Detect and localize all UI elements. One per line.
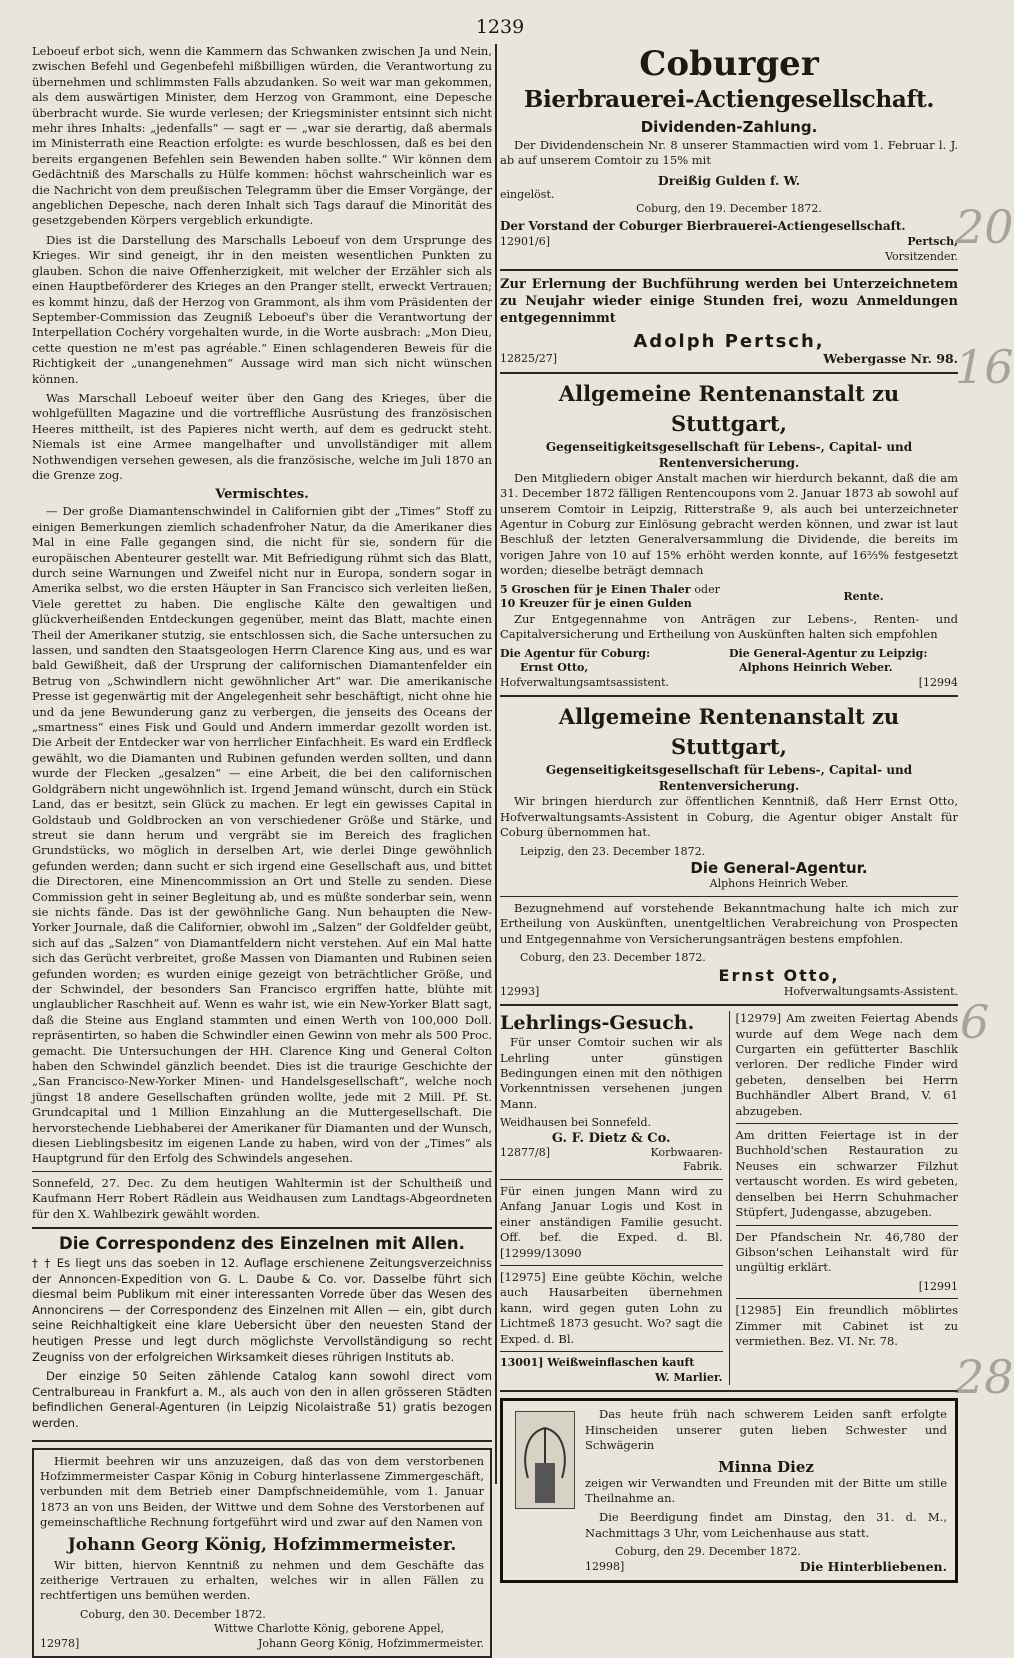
rate-block [500,583,958,612]
ad-number: 12993] [500,984,540,998]
ad-text: [12979] Am zweiten Feiertag Abends wurde auf dem Wege nach dem Curgarten ein gefütterter Baschlik verloren. Der redliche Finder wird gebeten, denselben bei Herrn Buchhändler Albert Brand, V. 61 abzugeben. [735,1011,958,1118]
ad-footer [500,235,958,264]
page-number: 1239 [475,16,525,38]
divider [736,1298,959,1299]
pencil-mark: 20 [955,200,1014,254]
ad-number: 12825/27] [500,352,557,366]
agent-left-name: Ernst Otto, [520,661,589,675]
ad-heading: Dividenden-Zahlung. [640,118,818,136]
ad-number: 12998] [585,1559,625,1573]
ad-firm: G. F. Dietz & Co. [551,1130,671,1146]
article-paragraph: Leboeuf erbot sich, wenn die Kammern das Schwanken zwischen Ja und Nein, zwischen Befehl und Gegenbefehl mißbilligen würden, die Verantwortung zu übernehmen und schlimmsten Falls abzudanken. So weit war man gekommen, als dem auswärtigen Minister, dem Herzog von Grammont, eine Depesche überbracht wurde. Sie wurde verlesen; der Kriegsminister entsinnt sich nicht mehr ihres Inhalts: „jedenfalls“ — sagt er — „war sie derartig, daß abermals im Ministerrath eine Reaction erfolgte: es wurde beschlossen, daß es bei den bereits ergangenen Befehlen sein Bewenden haben sollte.“ Wir können dem Gedächtniß des Marschalls zu Hülfe kommen: höchst wahrscheinlich war es die Nachricht von dem preußischen Telegramm über die Emser Vorgänge, der angeblichen Depesche, nach deren Inhalt sich Tags darauf die Minorität des gesetzgebenden Körpers vergeblich erkundigte. [32,44,492,228]
agent-row [500,676,958,691]
divider [500,1265,723,1266]
article-paragraph: — Der große Diamantenschwindel in Californien gibt der „Times“ Stoff zu einigen Bemerkungen ziemlich schadenfroher Natur, da die Amerikaner dies Mal in eine Falle gegangen sind, die nicht für sie, sondern für die europäischen Abenteurer gestellt war. Mit Befriedigung rühmt sich das Blatt, durch seine Warnungen und Zweifel nicht nur in Europa, sondern sogar in Amerika selbst, wo die ersten Häupter in San Francisco sich verleiten ließen, Viele gerettet zu haben. Die englische Kälte den gewaltigen und glückverheißenden Entdeckungen gegenüber, meint das Blatt, machte einen Theil der Amerikaner stutzig, sie entschlossen sich, die Sache untersuchen zu lassen, und sandten den Staatsgeologen Herrn Clarence King aus, und es war bald Gewißheit, daß der Ursprung der californischen Diamantenfelder ein Betrug von „Schwindlern nicht gewöhnlicher Art“ war. Die amerikanische Presse ist gegenwärtig mit der Angelegenheit sehr beschäftigt, nicht ohne hie und da jene Bewunderung ganz zu verbergen, die jenseits des Oceans der „smartness“ eines Fisk und Gould und Andern immerdar gezollt worden ist. Die Arbeit der Entdecker war von herrlicher Einfachheit. Es ward ein Erdfleck gewählt, wo die Diamanten und Rubinen gefunden werden sollten, und dann wurde der Flecken „gesalzen“ — eine Arbeit, die bei den californischen Goldgräbern nicht ungewöhnlich ist. Irgend Jemand wünscht, durch ein Stück Land, das er besitzt, sein Glück zu machen. Er legt ein gewisses Capital in Goldstaub und Goldbrocken an von verschiedener Größe und Stärke, und streut sie dann herum und vergräbt sie im Bereich des fraglichen Grundstücks, wo möglich in derselben Art, wie derlei Dinge gewöhnlich gefunden werden; dann sucht er sich irgend eine Gesellschaft aus, und bittet die Directoren, eine Minencommission an Ort und Stelle zu senden. Diese Commission geht in seiner Begleitung ab, und es müßte sonderbar sein, wenn sie nichts fände. Das ist der gewöhnliche Gang. Nun behaupten die New-Yorker Journale, daß die Californier, obwohl im „Salzen“ der Goldfelder geübt, sich auf das „Salzen“ von Diamantfeldern nicht verstehen. Auf ein Mal hatte sich das Gerücht verbreitet, große Massen von Diamanten und Rubinen seien gefunden worden; es wurden einige gezeigt von beträchtlicher Größe, und der Schwindel, der besonders San Francisco ergriffen hatte, blühte mit unglaublicher Raschheit auf. Wenn es wahr ist, wie ein New-Yorker Blatt sagt, daß die Steine aus England stammten und einen Werth von 100,000 Doll. repräsentirten, so haben die Schwindler einen Gewinn von mehr als 500 Proc. gemacht. Die Untersuchungen der HH. Clarence King und General Colton haben den Schwindel gänzlich beendet. Dies ist die traurige Geschichte der „San Francisco-New-Yorker Minen- und Handelsgesellschaft“, welche noch jüngst 18 andere Gesellschaften gründen wollte, jede mit 2 Mill. Pf. St. Grundcapital und 1 Million Einzahlung an die Muttergesellschaft. Die hervorstechende Liebhaberei der Amerikaner für Diamanten und der Wunsch, diesen Lieblingsbesitz im eigenen Lande zu haben, wird von der „Times“ als Hauptgrund für den Erfolg des Schwindels angesehen. [32,504,492,1166]
ad-text: [12985] Ein freundlich möblirtes Zimmer mit Cabinet ist zu vermiethen. Bez. VI. Nr. 78. [735,1303,958,1349]
ad-signature: Der Vorstand der Coburger Bierbrauerei-Actiengesellschaft. [500,219,906,233]
small-ads [500,1011,958,1385]
ad-number: 12901/6] [500,235,550,248]
ad-text: Wir bitten, hiervon Kenntniß zu nehmen und dem Geschäfte das zeitherige Vertrauen zu erhalten, welches wir in allen Fällen zu rechtfertigen uns bemühen werden. [40,1557,484,1603]
section-heading: Vermischtes. [215,487,309,503]
ad-signature: Pertsch, [907,235,958,248]
article-paragraph: Was Marschall Leboeuf weiter über den Gang des Krieges, über die wohlgefüllten Magazine und die vortreffliche Ausrüstung des französischen Heeres mittheilt, ist des Papieres nicht werth, auf dem es gedruckt steht. Niemals ist eine Armee mangelhafter und unvollständiger mit allem Nothwendigen versehen gewesen, als die französische, welche im Juli 1870 an die Grenze zog. [32,390,492,482]
ad-title: Coburger [639,44,819,84]
rate-oder: oder [694,582,720,596]
death-signature: Die Hinterbliebenen. [799,1558,947,1574]
divider [500,695,958,697]
death-name: Minna Diez [718,1457,814,1476]
ad-text: Bezugnehmend auf vorstehende Bekanntmachung halte ich mich zur Ertheilung von Auskünften, unentgeltlichen Verabreichung von Prospecten und Entgegennahme von Versicherungsanträgen bestens empfohlen. [500,900,958,946]
ad-number: [12994 [918,675,958,689]
agent-left: Die Agentur für Coburg: [500,646,651,660]
ad-text: eingelöst. [500,187,555,201]
divider [32,1440,492,1442]
small-ads-left [500,1011,723,1385]
ad-amount: Dreißig Gulden f. W. [657,172,801,188]
divider [500,1179,723,1180]
ad-subtitle: Gegenseitigkeitsgesellschaft für Lebens-, Capital- und Rentenversicherung. [545,439,913,470]
pencil-mark: 28 [955,1350,1014,1404]
column-divider [495,44,497,1484]
ad-date: Coburg, den 30. December 1872. [80,1607,266,1621]
ad-title: Die Correspondenz des Einzelnen mit Allen. [59,1234,465,1254]
ad-name: Adolph Pertsch, [633,331,825,353]
news-item: Sonnefeld, 27. Dec. Zu dem heutigen Wahltermin ist der Schultheiß und Kaufmann Herr Robert Rädlein aus Weidhausen zum Landtags-Abgeordneten für den X. Wahlbezirk gewählt worden. [32,1175,492,1221]
ad-text: Für unser Comtoir suchen wir als Lehrling unter günstigen Bedingungen einen mit den nöthigen Vorkenntnissen versehenen jungen Mann. [500,1035,723,1111]
ad-text: Für einen jungen Mann wird zu Anfang Januar Logis und Kost in einer anständigen Familie gesucht. Off. bef. die Exped. d. Bl. [12999/13090 [500,1184,723,1260]
ad-signature: Die General-Agentur. [690,859,868,878]
divider [500,372,958,374]
divider [32,1171,492,1172]
ad-number: [12991 [918,1279,958,1293]
ad-firm-sub: Korbwaaren-Fabrik. [650,1145,723,1174]
ad-date: Coburg, den 19. December 1872. [636,202,822,216]
small-ads-right [729,1011,959,1385]
ad-name: Ernst Otto, [718,965,840,985]
divider [736,1225,959,1226]
ad-text: Der Dividendenschein Nr. 8 unserer Stammactien wird vom 1. Februar l. J. ab auf unserem Comtoir zu 15% mit [500,138,958,168]
ad-title: Lehrlings-Gesuch. [500,1012,695,1035]
ad-koenig [32,1448,492,1658]
ad-place: Weidhausen bei Sonnefeld. [500,1116,651,1130]
agent-right-name: Alphons Heinrich Weber. [739,661,893,675]
ad-footer [500,1146,723,1175]
pencil-mark: 16 [955,340,1014,394]
ad-title: Allgemeine Rentenanstalt zu Stuttgart, [558,704,900,760]
ad-signature: Wittwe Charlotte König, geborene Appel, [213,1622,444,1636]
death-text: zeigen wir Verwandten und Freunden mit der Bitte um stille Theilnahme an. [585,1475,947,1505]
divider [500,1351,723,1352]
divider [500,1390,958,1392]
ad-text: Am dritten Feiertage ist in der Buchhold'schen Restauration zu Neuses ein schwarzer Filzhut vertauscht worden. Es wird gebeten, denselben bei Herrn Schuhmacher Stüpfert, Judengasse, abzugeben. [735,1128,958,1220]
ad-text: Zur Entgegennahme von Anträgen zur Lebens-, Renten- und Capitalversicherung und Ertheilung von Auskünften halten sich empfohlen [500,611,958,642]
gravestone-image [515,1411,575,1509]
ad-number: 12978] [40,1637,80,1651]
ad-role: Vorsitzender. [885,249,958,263]
right-column [500,44,958,1583]
ad-date: Leipzig, den 23. December 1872. [520,844,706,858]
agent-right: Die General-Agentur zu Leipzig: [729,646,928,660]
ad-text: Der einzige 50 Seiten zählende Catalog kann sowohl direct vom Centralbureau in Frankfurt a. M., als auch von den in allen grösseren Städten befindlichen General-Agenturen (in Leipzig Nicolaistraße 51) gratis bezogen werden. [32,1369,492,1430]
ad-signature: Johann Georg König, Hofzimmermeister. [257,1637,484,1651]
rate-line: 10 Kreuzer für je einen Gulden [500,597,692,611]
ad-text: † † Es liegt uns das soeben in 12. Auflage erschienene Zeitungsverzeichniss der Annoncen-Expedition von G. L. Daube & Co. vor. Dasselbe führt sich diesmal beim Publikum mit einer interessanten Vorrede über das Wesen des Annoncirens — der Correspondenz des Einzelnen mit Allen — ein, gibt durch seine Reichhaltigkeit eine klare Uebersicht über den neuesten Stand der heutigen Presse und legt durch möglichste Vervollständigung so recht Zeugniss von der erfolgreichen Wirksamkeit dieses rührigen Instituts ab. [32,1256,492,1364]
ad-role: Hofverwaltungsamts-Assistent. [783,984,958,998]
agent-left-role: Hofverwaltungsamtsassistent. [500,675,670,689]
ad-name: Johann Georg König, Hofzimmermeister. [67,1534,457,1555]
ad-number: 12877/8] [500,1145,550,1159]
death-notice [500,1398,958,1583]
willow-icon [520,1418,570,1508]
ad-text: Zur Erlernung der Buchführung werden bei Unterzeichnetem zu Neujahr wieder einige Stunden frei, wozu Anmeldungen entgegennimmt [500,277,958,327]
ad-title: Allgemeine Rentenanstalt zu Stuttgart, [558,380,900,436]
divider [500,269,958,271]
death-text: Die Beerdigung findet am Dinstag, den 31. d. M., Nachmittags 3 Uhr, vom Leichenhause aus statt. [585,1510,947,1540]
agent-row [500,647,958,662]
ad-footer [40,1637,484,1652]
death-footer [585,1560,947,1575]
ad-subtitle: Gegenseitigkeitsgesellschaft für Lebens-, Capital- und Rentenversicherung. [545,763,913,794]
ad-text: [12975] Eine geübte Köchin, welche auch Hausarbeiten übernehmen kann, wird gegen guten Lohn zu Lichtmeß 1873 gesucht. Wo? sagt die Exped. d. Bl. [500,1270,723,1346]
ad-signature: Alphons Heinrich Weber. [709,877,849,891]
article-paragraph: Dies ist die Darstellung des Marschalls Leboeuf von dem Ursprunge des Krieges. Wir sind geneigt, ihr in den meisten wesentlichen Punkten zu glauben. Schon die naive Offenherzigkeit, mit welcher der Erzähler sich als einen Hauptbeförderer des Krieges an den Pranger stellt, erweckt Vertrauen; es kommt hinzu, daß der Herzog von Grammont, als ihm vom Präsidenten der September-Commission das Zeugniß Leboeuf's über die Verantwortung der Interpellation Cochéry vorgehalten wurde, in die Worte ausbrach: „Mon Dieu, cette question ne m'est pas agréable.“ Einen schlagenderen Beweis für die Richtigkeit der „unangenehmen“ Aussage wird man sich nicht wünschen können. [32,232,492,386]
divider [736,1123,959,1124]
ad-title: Bierbrauerei-Actiengesellschaft. [523,86,935,113]
ad-address: Webergasse Nr. 98. [823,351,958,367]
divider [500,896,958,897]
rate-line [500,583,844,598]
ad-footer [500,985,958,1000]
pencil-mark: 6 [960,995,990,1049]
rate-thaler: 5 Groschen für je Einen Thaler [500,582,691,596]
ad-text: Der Pfandschein Nr. 46,780 der Gibson'schen Leihanstalt wird für ungültig erklärt. [735,1229,958,1275]
left-column [32,44,492,1658]
death-text: Das heute früh nach schwerem Leiden sanft erfolgte Hinscheiden unserer guten lieben Schwester und Schwägerin [585,1407,947,1453]
ad-date: Coburg, den 23. December 1872. [520,951,706,965]
ad-name: W. Marlier. [655,1370,723,1384]
ad-text: Den Mitgliedern obiger Anstalt machen wir hierdurch bekannt, daß die am 31. December 1872 fälligen Rentencoupons vom 2. Januar 1873 ab sowohl auf unserem Comtoir in Leipzig, Ritterstraße 9, als auch bei unterzeichneter Agentur in Coburg zur Einlösung gebracht werden können, und zwar ist laut Beschluß der letzten Generalversammlung die Dividende, die bereits im vorigen Jahre von 10 auf 15% erhöht werden konnte, auf 16⅔% festgesetzt worden; dieselbe beträgt demnach [500,470,959,578]
ad-text: Hiermit beehren wir uns anzuzeigen, daß das von dem verstorbenen Hofzimmermeister Caspar König in Coburg hinterlassene Zimmergeschäft, verbunden mit dem Betrieb einer Dampfschneidemühle, vom 1. Januar 1873 an von uns Beiden, der Wittwe und dem Sohne des Verstorbenen auf gemeinschaftliche Rechnung fortgeführt wird und zwar auf den Namen von [40,1453,484,1530]
ad-text: 13001] Weißweinflaschen kauft [500,1356,695,1370]
ad-footer [500,352,958,367]
death-date: Coburg, den 29. December 1872. [615,1545,801,1559]
divider [32,1227,492,1229]
rate-label: Rente. [843,589,884,603]
divider [500,1004,958,1006]
ad-text: Wir bringen hierdurch zur öffentlichen Kenntniß, daß Herr Ernst Otto, Hofverwaltungsamts-Assistent in Coburg, die Agentur obiger Anstalt für Coburg übernommen hat. [500,794,958,840]
agent-row [500,661,958,676]
